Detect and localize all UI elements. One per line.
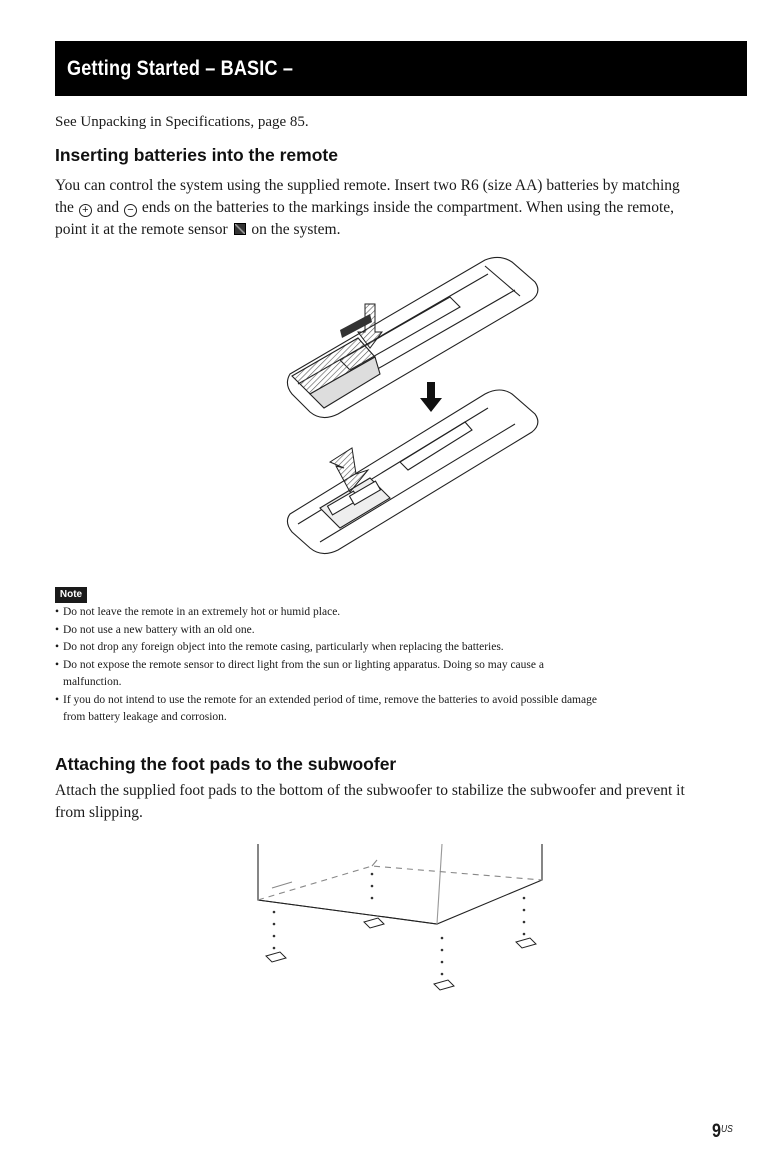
foot-pads-line-2: from slipping. xyxy=(55,804,143,821)
minus-icon: − xyxy=(124,204,137,217)
note-item: • Do not expose the remote sensor to direct light from the sun or lighting apparatus. Doing so may cause a xyxy=(55,657,755,675)
batteries-paragraph xyxy=(55,175,755,241)
foot-pads-heading: Attaching the foot pads to the subwoofer xyxy=(55,754,397,774)
text-fragment: on the system. xyxy=(251,221,341,238)
foot-pads-paragraph xyxy=(55,780,755,824)
foot-pads-line-1: Attach the supplied foot pads to the bottom of the subwoofer to stabilize the subwoofer and prevent it xyxy=(55,782,685,799)
batteries-line-3 xyxy=(55,219,755,241)
page-number-suffix: US xyxy=(720,1124,733,1135)
text-fragment: ends on the batteries to the markings inside the compartment. When using the remote, xyxy=(141,199,675,216)
note-list xyxy=(55,604,755,727)
foot-pad-guides xyxy=(273,873,526,976)
foot-pad-icon xyxy=(516,938,536,948)
foot-pad-icon xyxy=(364,918,384,928)
batteries-heading: Inserting batteries into the remote xyxy=(55,145,338,165)
plus-icon: + xyxy=(79,204,92,217)
page-number-digit: 9 xyxy=(712,1121,721,1142)
foot-pad-icon xyxy=(266,952,286,962)
note-item: • Do not leave the remote in an extremely hot or humid place. xyxy=(55,604,755,622)
down-arrow-icon xyxy=(420,382,442,412)
page-title: Getting Started – BASIC – xyxy=(67,57,294,80)
note-item-continuation: malfunction. xyxy=(63,676,122,688)
header-bar xyxy=(55,41,747,96)
text-fragment: point it at the remote sensor xyxy=(55,221,228,238)
foot-pads xyxy=(266,918,536,990)
text-fragment: and xyxy=(96,199,120,216)
remote-battery-illustration xyxy=(280,252,550,557)
batteries-line-1: You can control the system using the supplied remote. Insert two R6 (size AA) batteries by matching xyxy=(55,177,680,194)
note-badge: Note xyxy=(55,587,87,603)
text-fragment: the xyxy=(55,199,74,216)
note-item-continuation: from battery leakage and corrosion. xyxy=(63,711,227,723)
page-number xyxy=(712,1121,733,1143)
note-item: • Do not use a new battery with an old one. xyxy=(55,622,755,640)
foot-pad-icon xyxy=(434,980,454,990)
remote-sensor-icon xyxy=(234,223,246,235)
note-item: • Do not drop any foreign object into the remote casing, particularly when replacing the batteries. xyxy=(55,639,755,657)
subwoofer-illustration xyxy=(252,842,552,1002)
note-item: • If you do not intend to use the remote for an extended period of time, remove the batteries to avoid possible damage xyxy=(55,692,755,710)
intro-text: See Unpacking in Specifications, page 85. xyxy=(55,114,309,130)
batteries-line-2 xyxy=(55,197,755,219)
